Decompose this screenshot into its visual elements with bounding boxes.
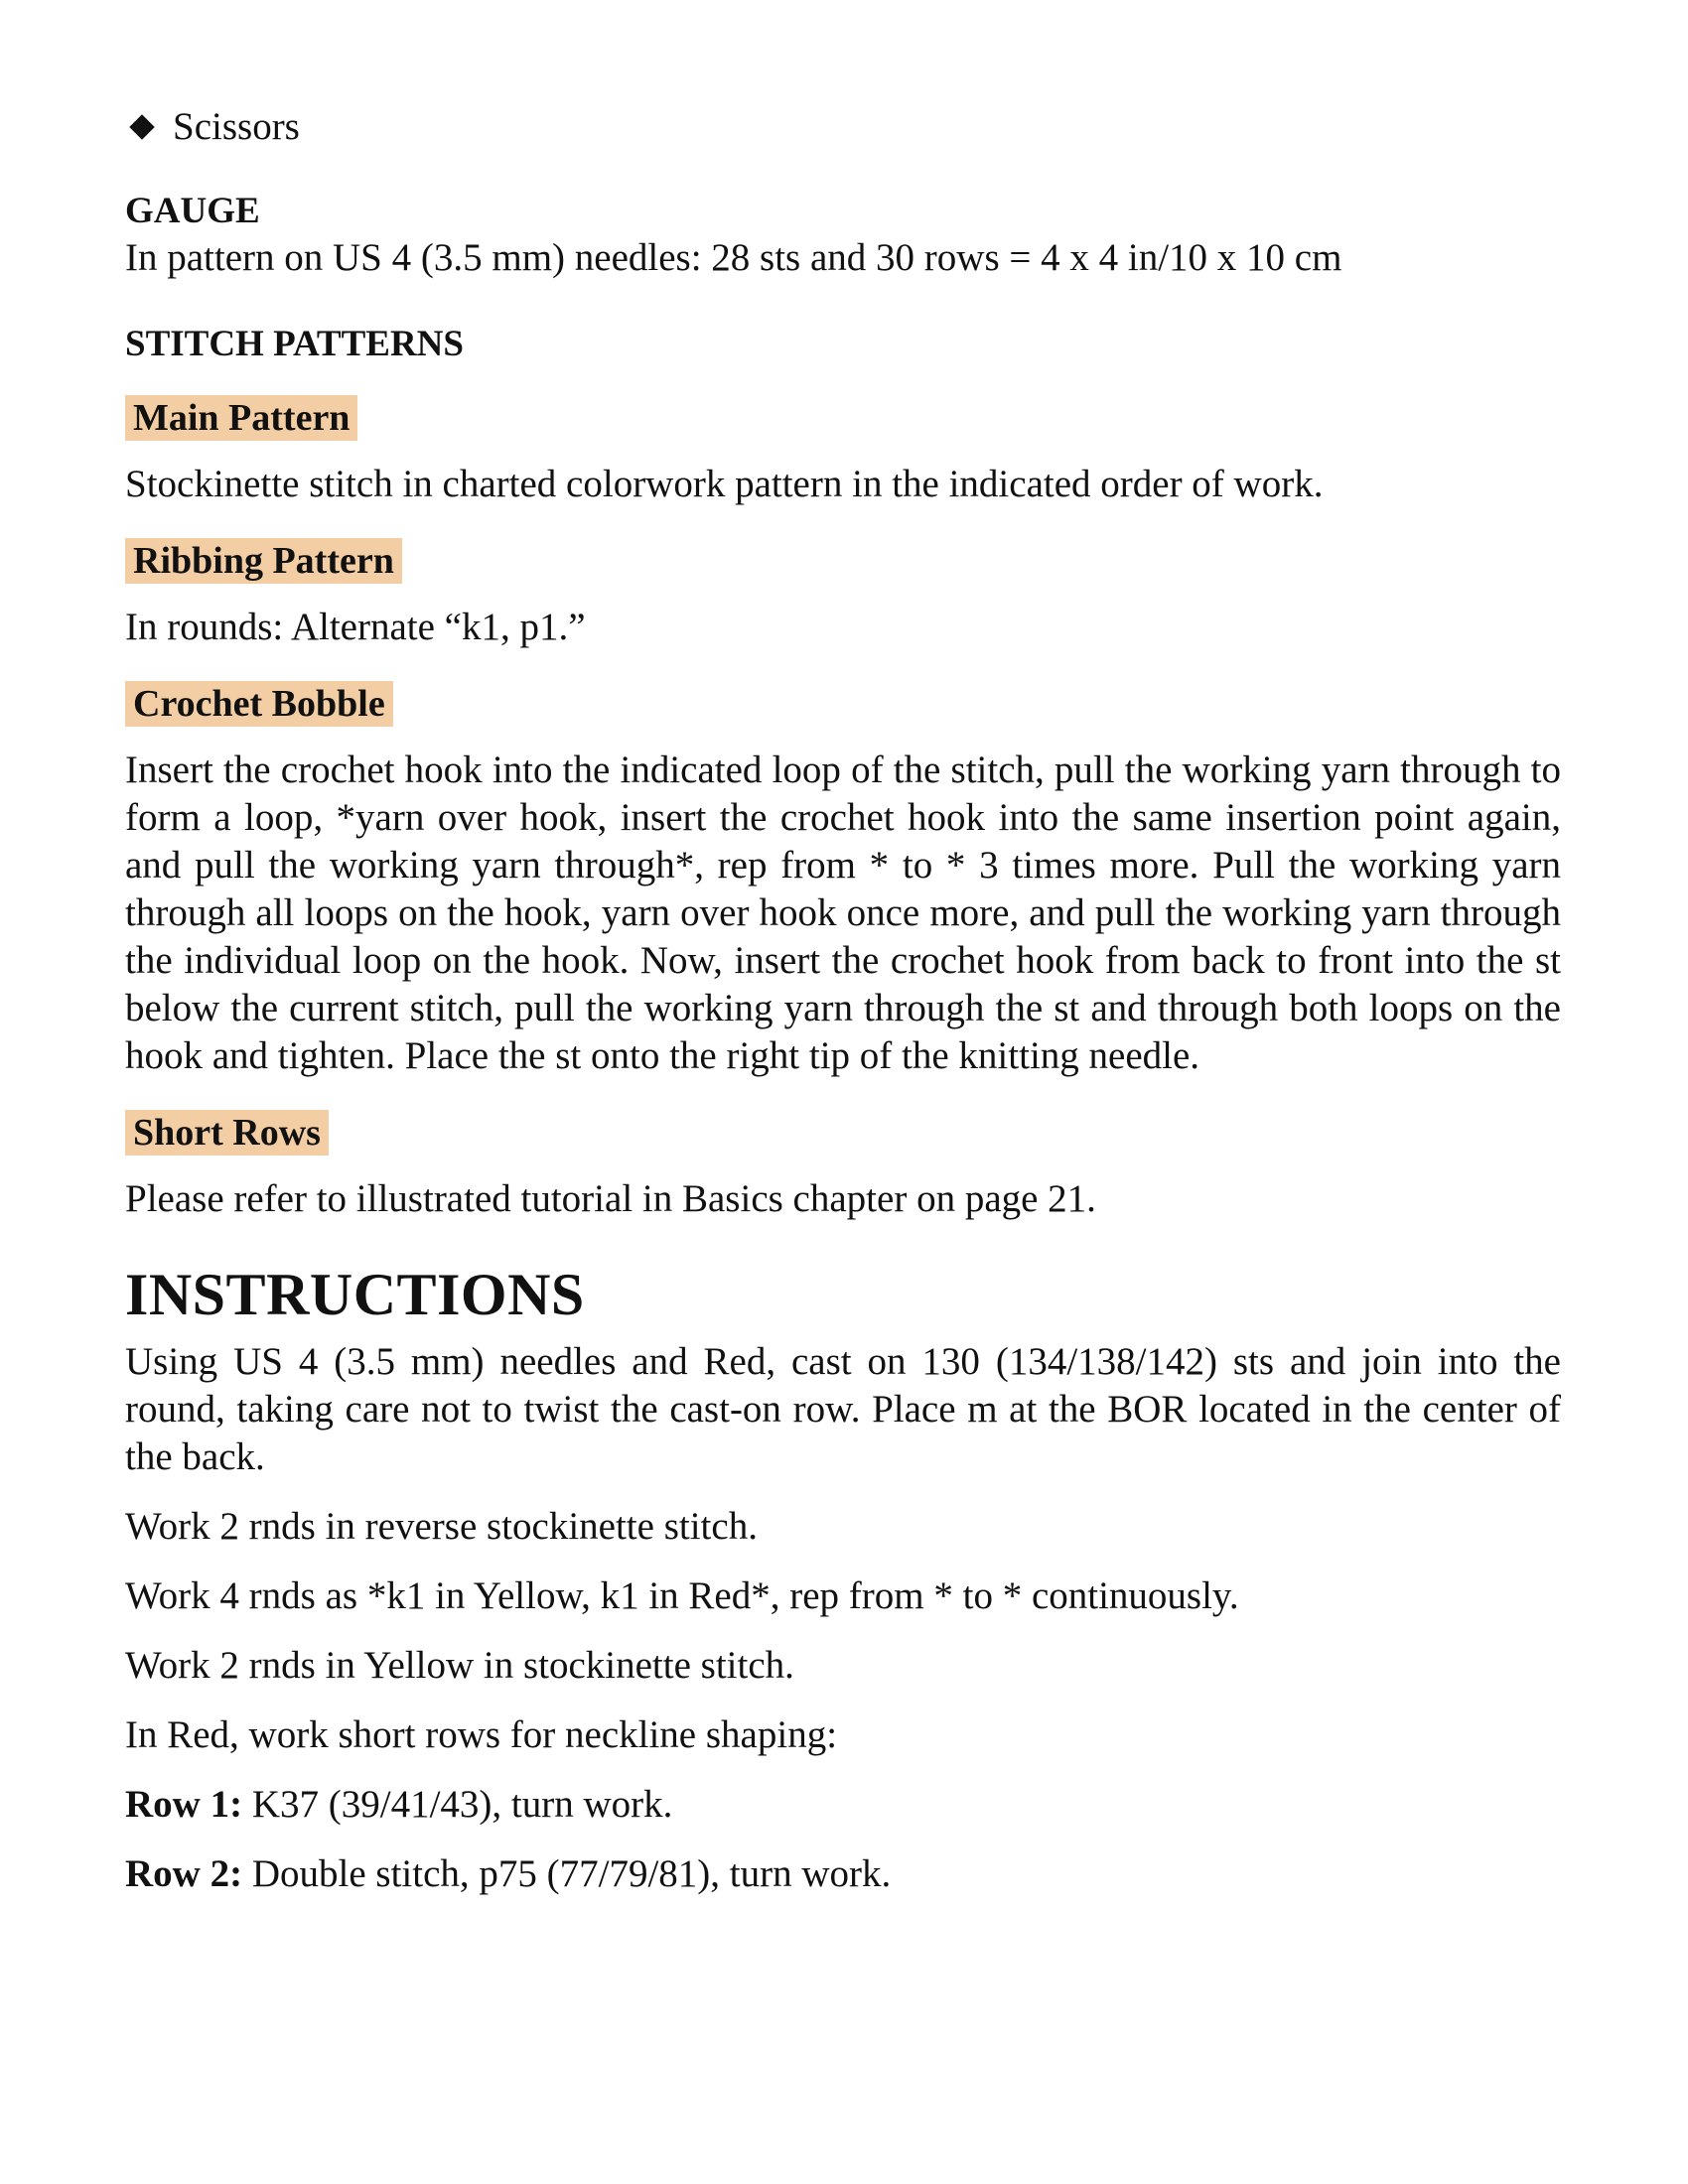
instruction-paragraph: Work 4 rnds as *k1 in Yellow, k1 in Red*, rep from * to * continuously. [125,1574,1239,1617]
section-title: Crochet Bobble [125,681,393,727]
instruction-paragraph: Work 2 rnds in reverse stockinette stitch. [125,1505,758,1548]
section-title: Main Pattern [125,395,357,441]
section-text: Stockinette stitch in charted colorwork pattern in the indicated order of work. [125,463,1324,505]
section-title: Short Rows [125,1110,329,1156]
section-title: Ribbing Pattern [125,538,402,584]
section-main-pattern [125,395,1561,508]
row-label: Row 2: [125,1852,243,1895]
row-instruction [125,1850,1561,1898]
materials-item-label: Scissors [173,105,300,148]
materials-list-item [125,103,1561,151]
row-instruction [125,1781,1561,1829]
gauge-text: In pattern on US 4 (3.5 mm) needles: 28 sts and 30 rows = 4 x 4 in/10 x 10 cm [125,236,1342,279]
section-text: In rounds: Alternate “k1, p1.” [125,606,586,648]
row-label: Row 1: [125,1783,243,1826]
instructions-body [125,1338,1561,1898]
row-text: K37 (39/41/43), turn work. [242,1783,673,1826]
section-text: Insert the crochet hook into the indicated loop of the stitch, pull the working yarn through to form a loop, *yarn over hook, insert the crochet hook into the same insertion point again, and pull the working yarn through*, rep from * to * 3 times more. Pull the working yarn through all loops on the hook, yarn over hook once more, and pull the working yarn through the individual loop on the hook. Now, insert the crochet hook from back to front into the st below the current stitch, pull the working yarn through the st and through both loops on the hook and tighten. Place the st onto the right tip of the knitting needle. [125,749,1561,1077]
section-crochet-bobble [125,681,1561,1080]
instruction-paragraph: Work 2 rnds in Yellow in stockinette stitch. [125,1644,794,1687]
instruction-paragraph: Using US 4 (3.5 mm) needles and Red, cast on 130 (134/138/142) sts and join into the round, taking care not to twist the cast-on row. Place m at the BOR located in the center of the back. [125,1340,1561,1478]
instructions-heading: INSTRUCTIONS [125,1262,585,1327]
stitch-patterns-heading: STITCH PATTERNS [125,324,464,364]
document-page [125,103,1561,1920]
instruction-paragraph: In Red, work short rows for neckline shaping: [125,1713,838,1756]
gauge-heading: GAUGE [125,191,260,231]
section-ribbing-pattern [125,538,1561,651]
row-text: Double stitch, p75 (77/79/81), turn work. [242,1852,892,1895]
diamond-bullet-icon [129,114,154,139]
section-short-rows [125,1110,1561,1223]
section-text: Please refer to illustrated tutorial in Basics chapter on page 21. [125,1177,1096,1220]
